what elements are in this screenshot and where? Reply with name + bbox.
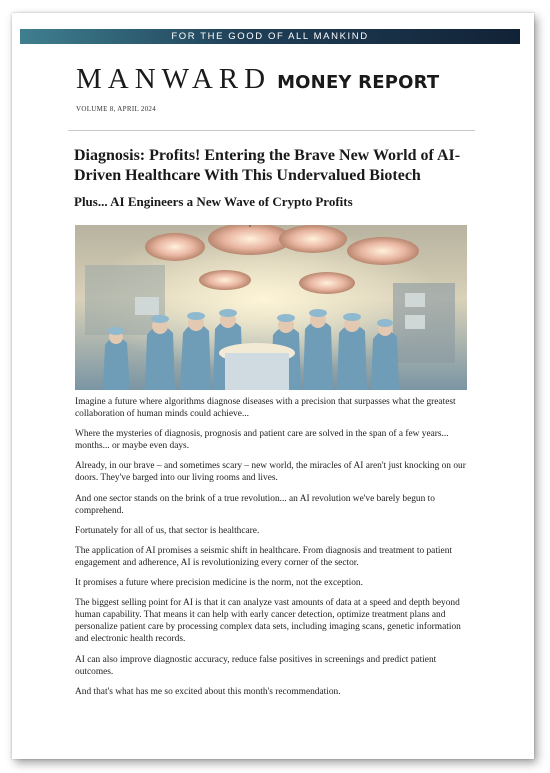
article-subhead: Plus... AI Engineers a New Wave of Crypto Profits	[74, 194, 353, 209]
paragraph: Imagine a future where algorithms diagnose diseases with a precision that surpasses what the greatest collaboration of human minds could achieve...	[75, 397, 456, 420]
article-headline: Diagnosis: Profits! Entering the Brave New World of AI-Driven Healthcare With This Undervalued Biotech	[74, 147, 461, 184]
masthead	[76, 63, 439, 96]
article-body	[75, 396, 475, 706]
tagline-banner: FOR THE GOOD OF ALL MANKIND	[20, 29, 520, 44]
paragraph: AI can also improve diagnostic accuracy, reduce false positives in screenings and predict patient outcomes.	[75, 654, 437, 677]
hero-image	[75, 225, 467, 390]
paragraph: Fortunately for all of us, that sector is healthcare.	[75, 525, 260, 536]
paragraph: Already, in our brave – and sometimes scary – new world, the miracles of AI aren't just knocking on our doors. They've barged into our living rooms and lives.	[75, 461, 466, 484]
brand-name: MANWARD	[76, 63, 272, 95]
paragraph: The biggest selling point for AI is that it can analyze vast amounts of data at a speed and depth beyond human capability. That means it can help with early cancer detection, optimize treatment plans and personalize patient care by processing complex data sets, including imaging scans, genetic information and electronic health records.	[75, 598, 461, 645]
report-name: MONEY REPORT	[277, 72, 440, 93]
paragraph: Where the mysteries of diagnosis, prognosis and patient care are solved in the span of a few years... months... or maybe even days.	[75, 429, 449, 452]
paragraph: The application of AI promises a seismic shift in healthcare. From diagnosis and treatment to patient engagement and adherence, AI is revolutionizing every corner of the sector.	[75, 545, 452, 568]
paragraph: And one sector stands on the brink of a true revolution... an AI revolution we've barely begun to comprehend.	[75, 493, 435, 516]
issue-line: VOLUME 8, APRIL 2024	[76, 105, 157, 113]
paragraph: And that's what has me so excited about this month's recommendation.	[75, 686, 341, 697]
newsletter-page	[12, 13, 534, 759]
paragraph: It promises a future where precision medicine is the norm, not the exception.	[75, 578, 363, 589]
header-divider	[68, 130, 475, 131]
